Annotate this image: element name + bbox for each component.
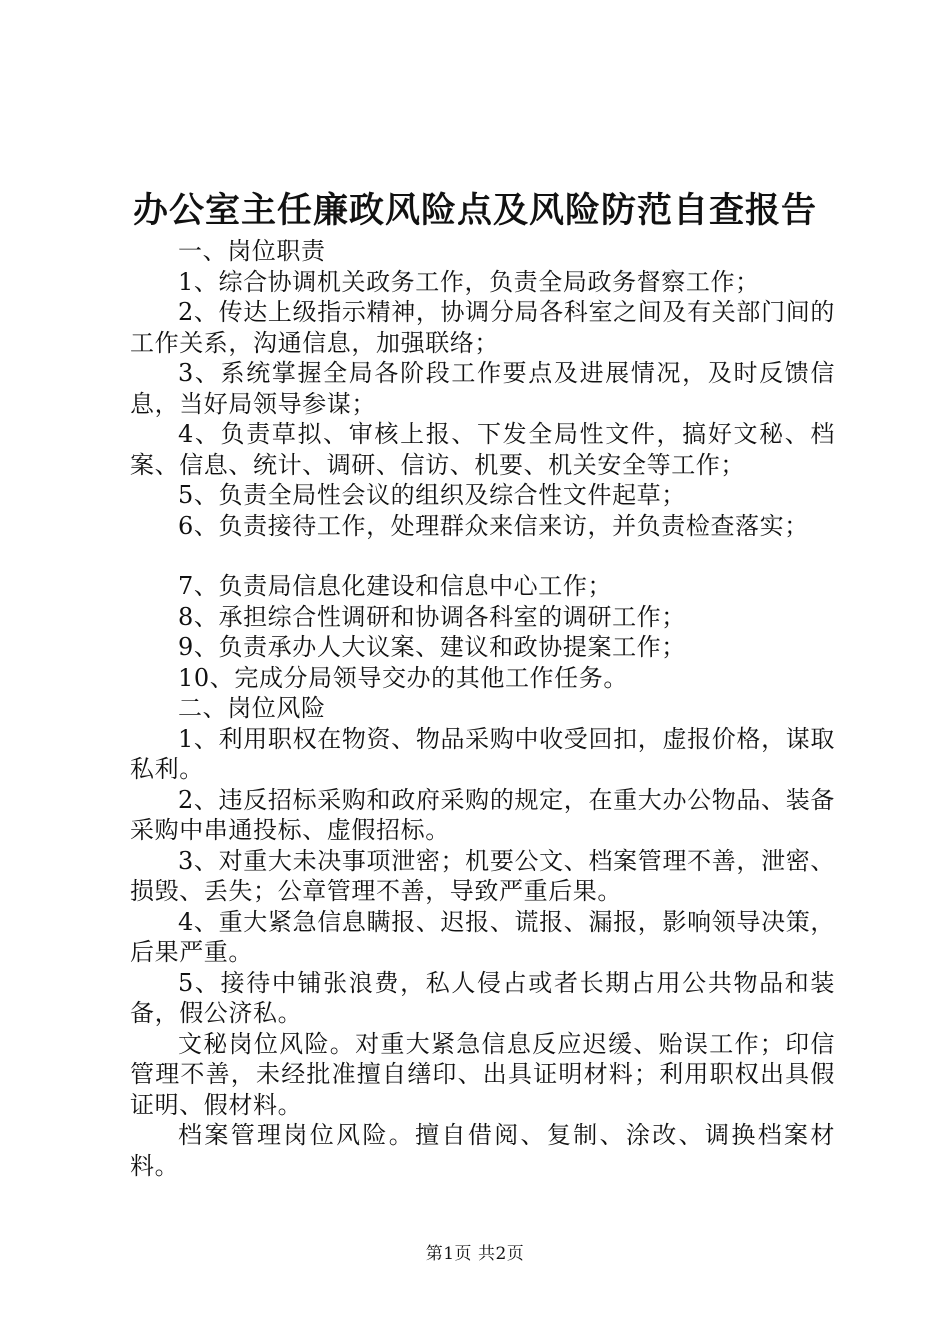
archive-risk-paragraph: 档案管理岗位风险。擅自借阅、复制、涂改、调换档案材料。 (130, 1121, 835, 1180)
risk-item-1: 1、利用职权在物资、物品采购中收受回扣，虚报价格，谋取私利。 (130, 724, 835, 783)
page-footer: 第1页 共2页 (425, 1244, 525, 1264)
duty-item-1: 1、综合协调机关政务工作，负责全局政务督察工作； (178, 267, 760, 296)
section-heading-risks: 二、岗位风险 (178, 694, 326, 722)
risk-item-3: 3、对重大未决事项泄密；机要公文、档案管理不善，泄密、损毁、丢失；公章管理不善，导致严重后果。 (130, 846, 835, 905)
duty-item-10: 10、完成分局领导交办的其他工作任务。 (178, 663, 628, 692)
risk-item-2: 2、违反招标采购和政府采购的规定，在重大办公物品、装备采购中串通投标、虚假招标。 (130, 785, 835, 844)
duty-item-7: 7、负责局信息化建设和信息中心工作； (178, 572, 613, 600)
section-heading-duties: 一、岗位职责 (178, 237, 326, 265)
blank-line (130, 541, 835, 571)
duty-item-9: 9、负责承办人大议案、建议和政协提案工作； (178, 633, 686, 661)
document-body (130, 236, 835, 1181)
duty-item-4: 4、负责草拟、审核上报、下发全局性文件，搞好文秘、档案、信息、统计、调研、信访、机要、机关安全等工作； (130, 420, 835, 479)
secretarial-risk-paragraph: 文秘岗位风险。对重大紧急信息反应迟缓、贻误工作；印信管理不善，未经批准擅自缮印、出具证明材料；利用职权出具假证明、假材料。 (130, 1029, 835, 1119)
page-title: 办公室主任廉政风险点及风险防范自查报告 (132, 190, 817, 231)
risk-item-5: 5、接待中铺张浪费，私人侵占或者长期占用公共物品和装备，假公济私。 (130, 968, 835, 1027)
duty-item-6: 6、负责接待工作，处理群众来信来访，并负责检查落实； (178, 511, 809, 540)
duty-item-5: 5、负责全局性会议的组织及综合性文件起草； (178, 481, 686, 509)
duty-item-3: 3、系统掌握全局各阶段工作要点及进展情况，及时反馈信息，当好局领导参谋； (130, 359, 835, 418)
duty-item-2: 2、传达上级指示精神，协调分局各科室之间及有关部门间的工作关系，沟通信息，加强联络； (130, 298, 835, 357)
risk-item-4: 4、重大紧急信息瞒报、迟报、谎报、漏报，影响领导决策，后果严重。 (130, 907, 835, 966)
duty-item-8: 8、承担综合性调研和协调各科室的调研工作； (178, 602, 686, 631)
